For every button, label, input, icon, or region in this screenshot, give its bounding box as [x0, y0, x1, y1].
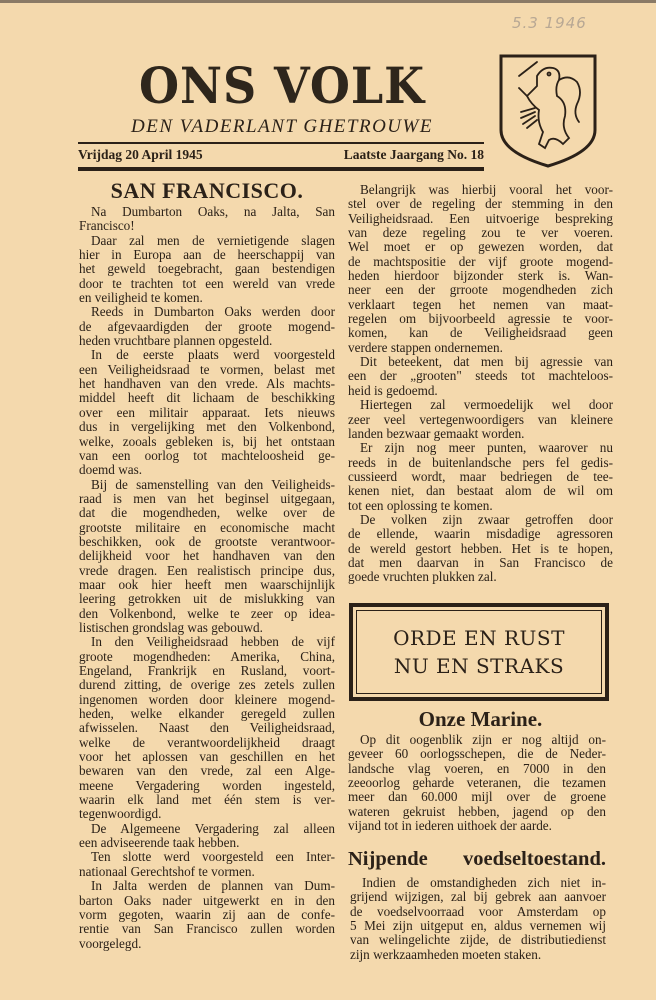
text-line: de machtspositie der vijf groote mogend- — [348, 253, 613, 269]
text-line: Ten slotte werd voorgesteld een Inter- — [91, 849, 335, 865]
paragraph — [348, 183, 613, 355]
text-line: verdere stappen ondernemen. — [348, 339, 503, 355]
paragraph — [79, 635, 335, 821]
headline-marine: Onze Marine. — [418, 707, 543, 731]
text-line: welke, zooals gebleken is, bij het ontstaan — [79, 433, 335, 449]
text-line: Daar zal men de vernietigende slagen — [91, 232, 335, 248]
text-line: een Veiligheidsraad te vormen, belast met — [79, 361, 335, 377]
text-line: de ellende, waarin misdadige agressoren — [348, 526, 613, 542]
text-line: voor het aplossen van geschillen en het — [79, 749, 335, 765]
text-line: Dit beteekent, dat men bij agressie van — [360, 354, 613, 370]
text-line: bewaren van den vrede, zal een Alge- — [79, 763, 335, 779]
text-line: het handhaven van den vrede. Als machts- — [79, 376, 335, 392]
article-column-right — [348, 183, 613, 585]
text-line: raad is men van het beginsel uitgegaan, — [79, 490, 335, 506]
text-line: beschikken, ook de grootste verantwoor- — [79, 533, 335, 549]
text-line: zeer veel vertegenwoordigers van kleinere — [348, 411, 613, 427]
text-line: maar ook hier heeft men waarschijnlijk — [79, 576, 335, 592]
dateline — [78, 147, 484, 163]
page-edge — [0, 0, 656, 3]
text-line: De volken zijn zwaar getroffen door — [360, 511, 613, 527]
text-line: van welingelichte zijde, de distributiedienst — [350, 932, 606, 948]
paragraph — [79, 850, 335, 879]
text-line: geveer 60 oorlogsschepen, die de Neder- — [348, 746, 606, 762]
archive-stamp: 5.3 1946 — [512, 14, 587, 32]
text-line: doemd was. — [79, 462, 142, 478]
text-line: over een militair apparaat. Iets nieuws — [79, 404, 335, 420]
text-line: Op dit oogenblik zijn er nog altijd on- — [360, 732, 606, 747]
slogan-line: NU EN STRAKS — [393, 654, 565, 678]
text-line: verklaart tegen het nemen van maat- — [348, 296, 613, 312]
article-food-body — [350, 876, 606, 962]
text-line: ingenomen worden door kleinere mogend- — [79, 691, 335, 707]
text-line: de voedselvoorraad voor Amsterdam op — [350, 903, 606, 919]
text-line: zijn werkzaamheden moeten staken. — [350, 946, 542, 962]
text-line: zeeoorlog geharde veteranen, die tezamen — [348, 775, 606, 791]
text-line: Francisco! — [79, 218, 135, 234]
text-line: de afgevaardigden der groote mogend- — [79, 318, 335, 334]
text-line: landen bezwaar gemaakt worden. — [348, 425, 525, 441]
text-line: vrede dragen. Een realistisch principe dus, — [79, 562, 335, 578]
text-line: tegenwoordigd. — [79, 806, 162, 822]
text-line: Hiertegen zal vermoedelijk wel door — [360, 397, 613, 413]
text-line: De Algemeene Vergadering zal alleen — [91, 820, 335, 836]
text-line: meene Vergadering worden ingesteld, — [79, 777, 335, 793]
issue-date: Vrijdag 20 April 1945 — [78, 147, 203, 162]
paragraph — [348, 733, 606, 833]
text-line: nationaal Gerechtshof te vormen. — [79, 863, 255, 879]
divider — [78, 167, 484, 171]
text-line: Belangrijk was hierbij vooral het voor- — [360, 182, 613, 197]
issue-number: Laatste Jaargang No. 18 — [343, 147, 484, 162]
article-column-left — [79, 205, 335, 951]
text-line: en veiligheid te komen. — [79, 290, 203, 306]
paragraph — [348, 398, 613, 441]
text-line: neer een der grroote mogendheden zich — [348, 282, 613, 298]
newspaper-title: ONS VOLK — [138, 56, 425, 115]
text-line: rentie van San Francisco zullen worden — [79, 921, 335, 937]
paragraph — [79, 305, 335, 348]
text-line: heden hierdoor bijzonder sterk is. Wan- — [348, 268, 613, 284]
text-line: cussieerd wordt, maar bedriegen de tee- — [348, 468, 613, 484]
text-line: groote mogendheden: Amerika, China, — [79, 648, 335, 664]
text-line: Na Dumbarton Oaks, na Jalta, San — [91, 204, 335, 219]
text-line: middel heeft dit lichaam de beschikking — [79, 390, 335, 406]
text-line: landsche vlag voeren, en 7000 in den — [348, 760, 606, 776]
text-line: heden vruchtbare plannen opgesteld. — [79, 333, 273, 349]
text-line: In den Veiligheidsraad hebben de vijf — [91, 634, 335, 650]
text-line: 5 Mei zijn uitgeput en, aldus vernemen wij — [350, 918, 606, 934]
slogan-line: ORDE EN RUST — [393, 626, 565, 650]
text-line: reeds in de buitenlandsche pers fel gedis- — [348, 454, 613, 470]
text-line: een adviseerende taak hebben. — [79, 835, 240, 851]
text-line: In de eerste plaats werd voorgesteld — [91, 347, 335, 363]
text-line: Reeds in Dumbarton Oaks werden door — [91, 304, 335, 320]
text-line: door te trachten tot een wereld van vrede — [79, 275, 335, 291]
paragraph — [79, 348, 335, 477]
text-line: van een oorlog tot machteloosheid ge- — [79, 447, 335, 463]
text-line: Engeland, Frankrijk en Rusland, voort- — [79, 663, 335, 678]
text-line: delijkheid voor het handhaven van den — [79, 548, 335, 564]
paragraph — [79, 879, 335, 951]
text-line: den Volkenbond, welke te zeer op idea- — [79, 605, 335, 621]
text-line: van deze regeling zou te ver voeren. — [348, 225, 613, 241]
text-line: Indien de omstandigheden zich niet in- — [362, 875, 606, 890]
text-line: In Jalta werden de plannen van Dum- — [91, 878, 335, 894]
divider — [78, 142, 484, 144]
text-line: heden, welke elkander geregeld zullen — [79, 706, 335, 722]
text-line: goede vruchten plukken zal. — [348, 569, 497, 585]
text-line: leering getrokken uit de mislukking van — [79, 591, 335, 607]
text-line: het geweld toegebracht, gaan bestendigen — [79, 261, 335, 277]
paragraph — [79, 234, 335, 306]
text-line: hier in Europa aan de heerschappij van — [79, 247, 335, 263]
headline-food: Nijpende voedseltoestand. — [348, 848, 606, 870]
text-line: Er zijn nog meer punten, waarover nu — [360, 440, 613, 456]
text-line: Veiligheidsraad. Een uitvoerige bespreking — [348, 210, 613, 226]
text-line: grijend wijzigen, zal bij gebrek aan aanvoer — [350, 889, 606, 905]
paragraph — [79, 478, 335, 636]
text-line: afwisselen. Naast den Veiligheidsraad, — [79, 720, 335, 736]
text-line: barton Oaks nader uitgewerkt en in den — [79, 892, 335, 908]
text-line: welke de verantwoordelijkheid draagt — [79, 734, 335, 750]
text-line: meer dan 60.000 mijl over de groene — [348, 789, 606, 805]
text-line: waarin elk land met één stem is ver- — [79, 792, 335, 808]
paragraph — [348, 355, 613, 398]
text-line: wateren gekruist hebben, jagend op den — [348, 803, 606, 819]
text-line: durend zitting, de overige zes zetels zullen — [79, 677, 335, 693]
paragraph — [348, 441, 613, 513]
paragraph — [350, 876, 606, 962]
text-line: listischen grondslag was gebouwd. — [79, 619, 263, 635]
text-line: dat men daarvan in San Francisco de — [348, 554, 613, 570]
text-line: grootste militaire en economische macht — [79, 519, 335, 535]
text-line: heid is gedoemd. — [348, 382, 438, 398]
text-line: kenen niet, dan bestaat alom de wil om — [348, 483, 613, 499]
text-line: een der „grooten" steeds tot machteloos- — [348, 368, 613, 384]
article-marine-body — [348, 733, 606, 833]
text-line: vijand tot in iederen uithoek der aarde. — [348, 818, 552, 834]
slogan-box — [349, 603, 609, 701]
newspaper-motto: DEN VADERLANT GHETROUWE — [131, 116, 433, 137]
text-line: regelen om bijvoorbeeld agressie te voor- — [348, 311, 613, 327]
headline-san-francisco: SAN FRANCISCO. — [110, 178, 304, 203]
text-line: de wereld gestort hebben. Het is te hopen, — [348, 540, 613, 556]
lion-shield-icon — [497, 52, 599, 170]
text-line: dus in vergelijking met den Volkenbond, — [79, 419, 335, 435]
text-line: vorm gegoten, waarin zij aan de confe- — [79, 906, 335, 922]
paragraph — [348, 513, 613, 585]
text-line: komen, kan de Veiligheidsraad geen — [348, 325, 613, 341]
paragraph — [79, 205, 335, 234]
text-line: Wel moet er op gewezen worden, dat — [348, 239, 613, 255]
text-line: Bij de samenstelling van den Veiligheids- — [91, 476, 335, 492]
text-line: tot een oplossing te komen. — [348, 497, 493, 513]
text-line: stel over de regeling der stemming in den — [348, 196, 613, 212]
text-line: voorgelegd. — [79, 935, 142, 951]
text-line: dat die mogendheden, welke over de — [79, 505, 335, 521]
paragraph — [79, 822, 335, 851]
